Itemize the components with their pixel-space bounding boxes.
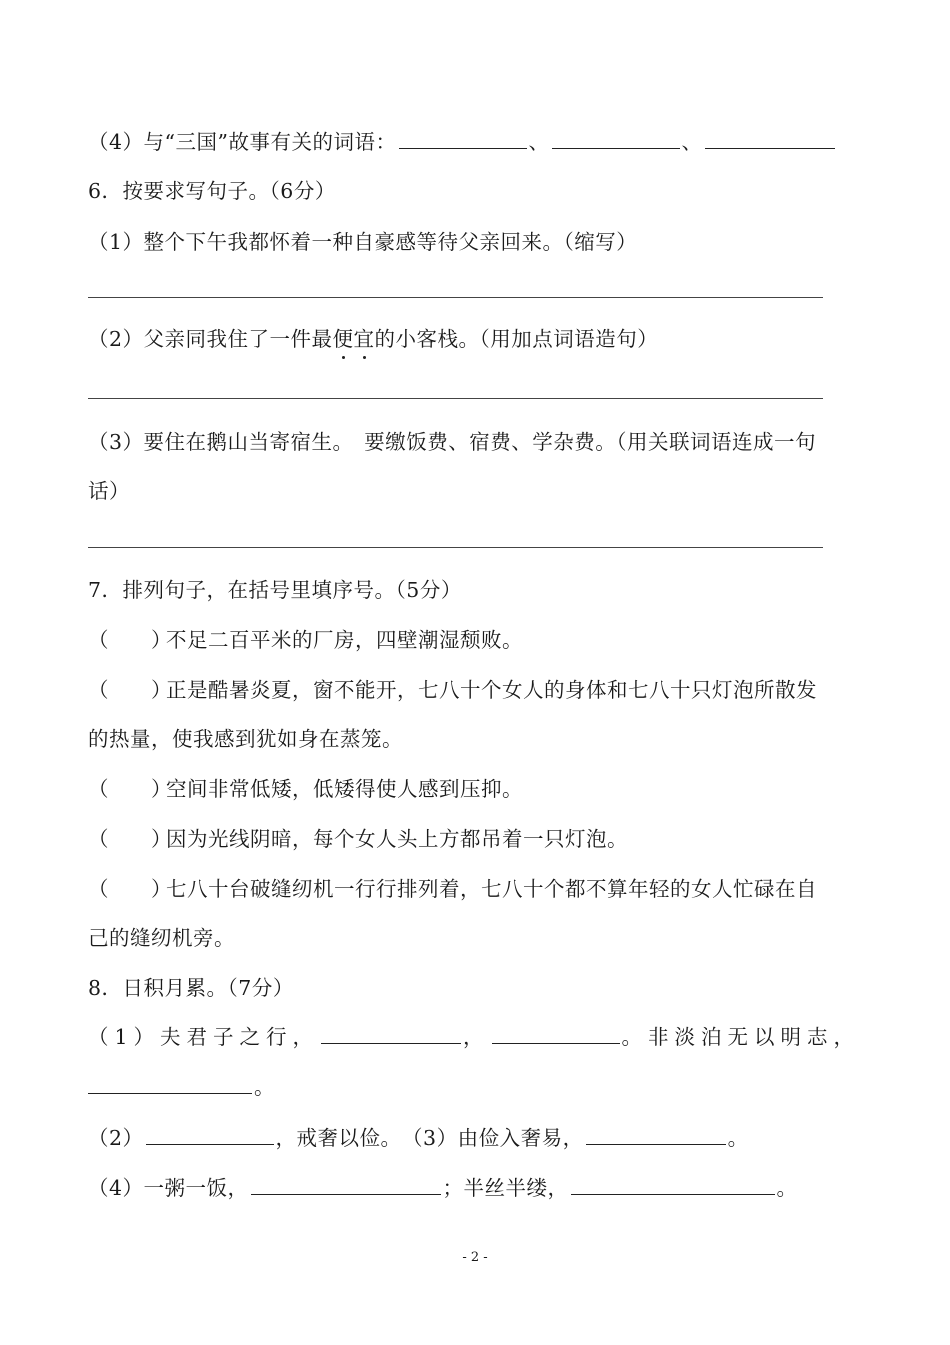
answer-blank[interactable] [321, 1025, 461, 1044]
q7-item [88, 775, 523, 803]
q8-text: 。 [254, 1075, 275, 1099]
q6-item-3-line1: （3）要住在鹅山当寄宿生。 要缴饭费、宿费、学杂费。（用关联词语连成一句 [88, 430, 817, 454]
q8-item-1-cont [88, 1073, 275, 1101]
q7-item-text: 因为光线阴暗，每个女人头上方都吊着一只灯泡。 [166, 827, 628, 851]
answer-blank[interactable] [251, 1176, 441, 1195]
answer-blank[interactable] [552, 130, 680, 149]
q7-item [88, 825, 628, 853]
q6-item-2-text: （2）父亲同我住了一件最 [88, 327, 333, 351]
q7-item-continuation: 己的缝纫机旁。 [88, 926, 235, 950]
q7-item-text: 正是酷暑炎夏，窗不能开，七八十个女人的身体和七八十只灯泡所散发 [166, 678, 817, 702]
answer-blank[interactable] [705, 130, 835, 149]
q5-item-4-prompt: （4）与“三国”故事有关的词语： [88, 130, 397, 154]
answer-blank[interactable] [88, 1075, 252, 1094]
q6-item-3-line2: 话） [88, 479, 130, 503]
q7-item-text: 七八十台破缝纫机一行行排列着，七八十个都不算年轻的女人忙碌在自 [166, 877, 817, 901]
dotted-char: 宜 [353, 327, 375, 351]
answer-paren[interactable]: （ ） [88, 628, 172, 652]
q6-item-2-text: 的小客栈。（用加点词语造句） [374, 327, 659, 351]
answer-blank[interactable] [586, 1126, 726, 1145]
answer-blank[interactable] [571, 1176, 775, 1195]
q7-title: 7．排列句子，在括号里填序号。（5分） [88, 578, 462, 602]
q7-item [88, 626, 523, 654]
q7-item-text: 不足二百平米的厂房，四壁潮湿颓败。 [166, 628, 523, 652]
separator: 、 [528, 130, 550, 154]
dotted-char: 便 [332, 327, 354, 351]
q7-item-text: 空间非常低矮，低矮得使人感到压抑。 [166, 777, 523, 801]
separator: 、 [681, 130, 703, 154]
answer-line[interactable] [88, 547, 823, 548]
answer-blank[interactable] [146, 1126, 274, 1145]
q8-item-4 [88, 1174, 798, 1202]
q8-text: 。 [727, 1126, 749, 1150]
answer-blank[interactable] [399, 130, 527, 149]
q8-text: 。 [776, 1176, 798, 1200]
q8-text: ，戒奢以俭。 （3）由俭入奢易， [275, 1126, 584, 1150]
answer-line[interactable] [88, 398, 823, 399]
q6-item-1: （1）整个下午我都怀着一种自豪感等待父亲回来。（缩写） [88, 230, 638, 254]
q8-text: ；半丝半缕， [442, 1176, 569, 1200]
answer-line[interactable] [88, 297, 823, 298]
q8-item-1 [88, 1023, 860, 1051]
q8-items-2-3 [88, 1124, 749, 1152]
answer-paren[interactable]: （ ） [88, 877, 172, 901]
answer-blank[interactable] [492, 1025, 620, 1044]
q7-item [88, 676, 817, 704]
q8-text: （1）夫君子之行， [88, 1025, 320, 1049]
q8-text: （2） [88, 1126, 144, 1150]
q6-title: 6．按要求写句子。（6分） [88, 179, 336, 203]
q6-item-2 [88, 325, 658, 353]
q8-title: 8．日积月累。（7分） [88, 976, 294, 1000]
q8-text: （4）一粥一饭， [88, 1176, 249, 1200]
q8-text: 。非淡泊无以明志， [621, 1025, 861, 1049]
answer-paren[interactable]: （ ） [88, 678, 172, 702]
q7-item [88, 875, 817, 903]
q7-item-continuation: 的热量，使我感到犹如身在蒸笼。 [88, 727, 403, 751]
answer-paren[interactable]: （ ） [88, 827, 172, 851]
answer-paren[interactable]: （ ） [88, 777, 172, 801]
q8-text: ， [463, 1025, 490, 1049]
q5-item-4 [88, 128, 837, 156]
page-number: - 2 - [462, 1250, 488, 1265]
